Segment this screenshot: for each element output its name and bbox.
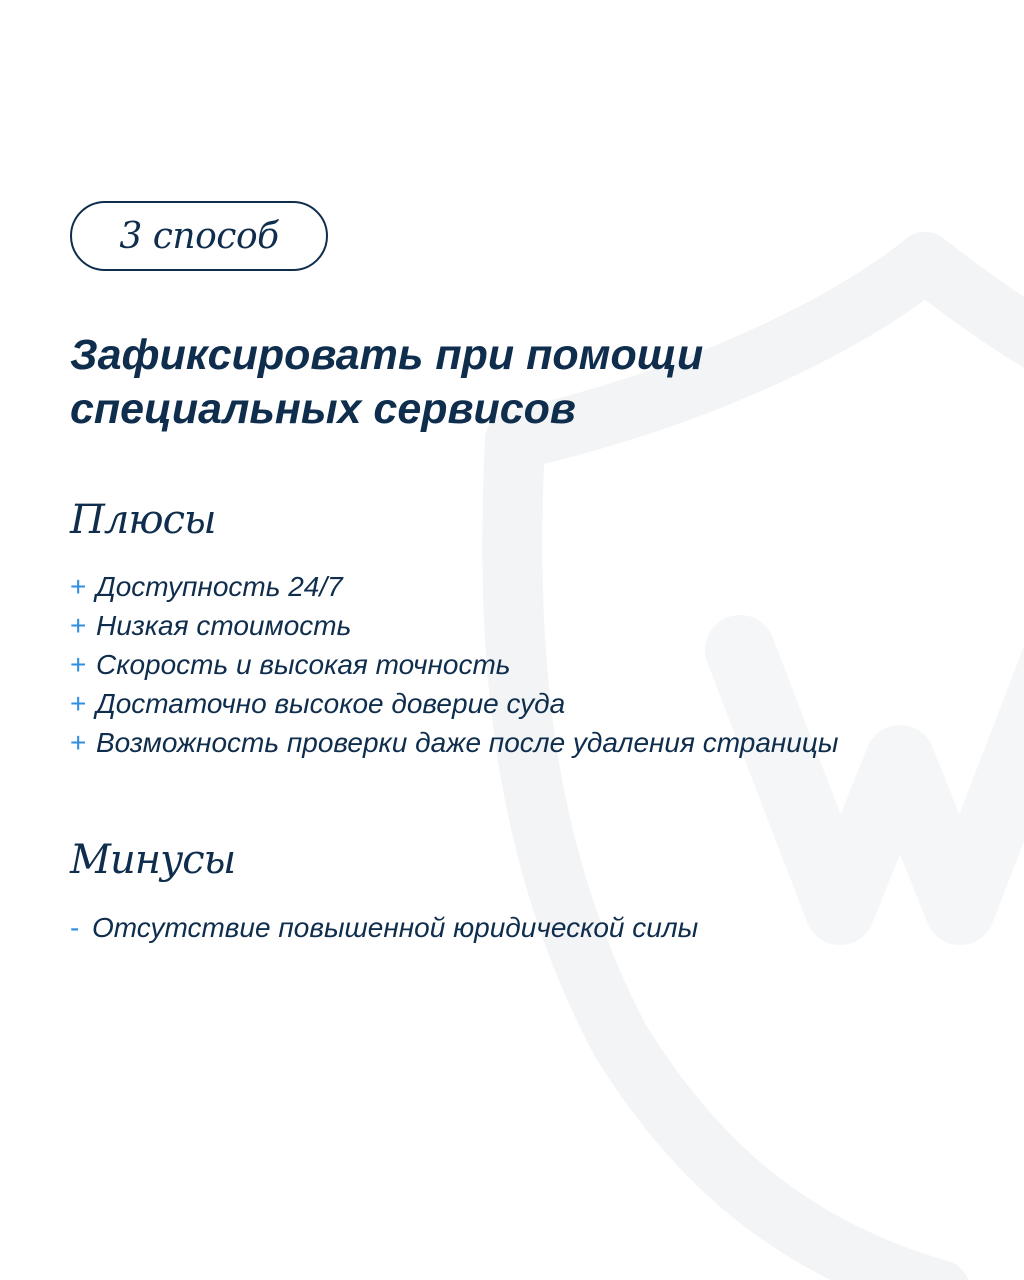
- pros-item: [70, 567, 838, 606]
- plus-marker: +: [70, 688, 87, 719]
- plus-marker: +: [70, 610, 87, 641]
- pros-item-text: Низкая стоимость: [96, 610, 352, 641]
- pros-item: [70, 684, 838, 723]
- pros-item-text: Доступность 24/7: [96, 571, 343, 602]
- pros-item: [70, 723, 838, 762]
- method-badge: [70, 201, 328, 271]
- plus-marker: +: [70, 727, 87, 758]
- cons-item: [70, 908, 698, 947]
- page-title-line-2: специальных сервисов: [70, 385, 576, 433]
- plus-marker: +: [70, 649, 87, 680]
- pros-item: [70, 645, 838, 684]
- page-title-line-1: Зафиксировать при помощи: [70, 331, 704, 379]
- cons-item-text: Отсутствие повышенной юридической силы: [92, 912, 699, 943]
- cons-heading: Минусы: [70, 837, 236, 883]
- method-badge-label: 3 способ: [119, 215, 279, 257]
- pros-list: [70, 567, 838, 762]
- minus-marker: -: [70, 912, 80, 943]
- pros-heading: Плюсы: [70, 497, 216, 543]
- pros-item: [70, 606, 838, 645]
- pros-item-text: Скорость и высокая точность: [96, 649, 511, 680]
- page-title: [70, 328, 970, 436]
- pros-item-text: Достаточно высокое доверие суда: [96, 688, 566, 719]
- pros-item-text: Возможность проверки даже после удаления страницы: [96, 727, 839, 758]
- plus-marker: +: [70, 571, 87, 602]
- cons-list: [70, 908, 698, 947]
